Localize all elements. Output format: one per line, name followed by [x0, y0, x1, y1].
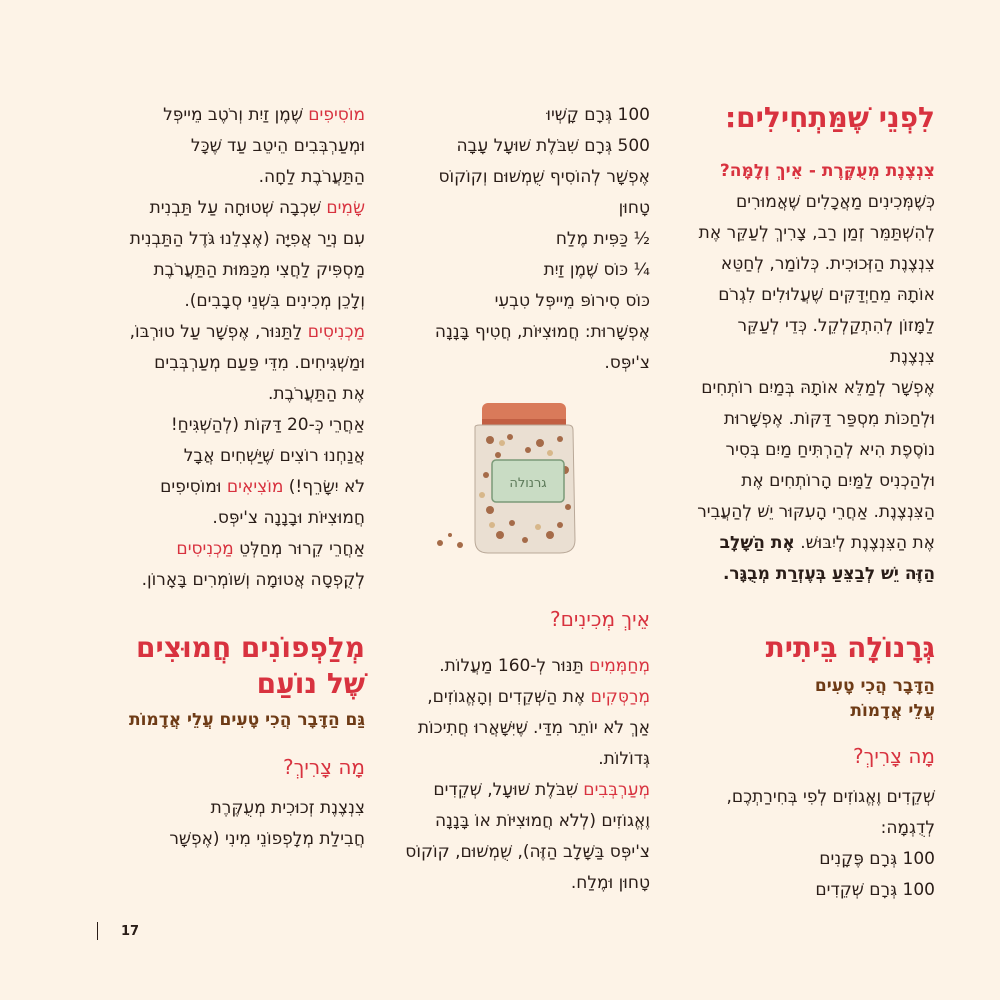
footer-divider	[97, 922, 98, 940]
step-line: לֹא יִשָּׂרֵף!) מוֹצִיאִים וּמוֹסִיפִים	[160, 477, 365, 497]
step-line: אֶת הַתַּעֲרֹבֶת.	[267, 384, 365, 404]
what-needed-heading: מָה צָרִיךְ?	[853, 744, 935, 768]
step-line: חֲמוּצִיּוֹת וּבָנָנָה צ'יפְּס.	[212, 508, 365, 528]
section-heading: לִפְנֵי שֶׁמַּתְחִילִים:	[724, 101, 935, 134]
ingredient-item: צִנְצֶנֶת זְכוּכִית מְעֻקֶּרֶת	[210, 798, 365, 818]
recipe-subtitle: גַּם הַדָּבָר הֲכִי טָעִים עֲלֵי אֲדָמוֹת	[128, 710, 365, 730]
middle-column-howto	[395, 605, 650, 899]
ingredient-item: אֶפְשָׁר לְהוֹסִיף שֻׁמְשׁוּם וְקוֹקוֹס	[438, 167, 650, 187]
step-line: הַתַּעֲרֹבֶת לַחָה.	[258, 167, 365, 187]
jar-label: גרנולה	[509, 476, 547, 491]
step-line: מְחַמְּמִים תַּנּוּר לְ-160 מַעֲלוֹת.	[439, 656, 650, 676]
step-line: גְּדוֹלוֹת.	[598, 749, 650, 769]
step-line: אַךְ לֹא יוֹתֵר מִדַּי. שֶׁיִּשָּׁאֲרוּ חֲתִיכוֹת	[417, 718, 650, 738]
step-line: שָׂמִים שִׁכְבָה שְׁטוּחָה עַל תַּבְנִית	[149, 198, 365, 218]
step-line: אֲנַחְנוּ רוֹצִים שֶׁיַּשְׁחִים אֲבָל	[183, 446, 365, 466]
step-line: מְרַסְּקִים אֶת הַשְּׁקֵדִים וְהָאֱגוֹזִים,	[427, 687, 650, 707]
ingredient-item: צ'יפְּס.	[604, 353, 650, 373]
ingredient-item: אֶפְשָׁרוּת: חֲמוּצִיּוֹת, חֲטִיף בָּנָנָה	[434, 322, 650, 342]
step-line: לְקֻפְסָה אֲטוּמָה וְשׁוֹמְרִים בָּאָרוֹן.	[141, 570, 365, 590]
step-line: מַסְפִּיק לַחֲצִי מִכַּמּוּת הַתַּעֲרֹבֶת	[153, 260, 365, 280]
left-column: מוֹסִיפִים שֶׁמֶן זַיִת וְרֹטֶב מֵייפְּל וּמְעַרְבְּבִים הֵיטֵב עַד שֶׁכָּל הַתַּעֲרֹבֶת לַחָה. שָׂמִים שִׁכְבָה שְׁטוּחָה עַל תַּבְנִית עִם נְיַר אֲפִיָּה (אֶצְלֵנוּ גֹּדֶל הַתַּבְנִית מַסְפִּיק לַחֲצִי מִכַּמּוּת הַתַּעֲרֹבֶת וְלָכֵן מְכִינִים בִּשְׁנֵי סְבָבִים). מַכְנִיסִים לַתַּנּוּר, אֶפְשָׁר עַל טוּרְבּוֹ, וּמַשְׁגִּיחִים. מִדֵּי פַּעַם מְעַרְבְּבִים אֶת הַתַּעֲרֹבֶת. אַחֲרֵי כְּ-20 דַּקּוֹת (לְהַשְׁגִּיחַ! אֲנַחְנוּ רוֹצִים שֶׁיַּשְׁחִים אֲבָל לֹא יִשָּׂרֵף!) מוֹצִיאִים וּמוֹסִיפִים חֲמוּצִיּוֹת וּבָנָנָה צ'יפְּס. אַחֲרֵי קֵרוּר מְחַלְּטֵ מַכְנִיסִים לְקֻפְסָה אֲטוּמָה וְשׁוֹמְרִים בָּאָרוֹן. מְלַפְפוֹנִים חֲמוּצִים שֶׁל נוֹעַם גַּם הַדָּבָר הֲכִי טָעִים עֲלֵי אֲדָמוֹת מָה צָרִיךְ? צִנְצֶנֶת זְכוּכִית מְעֻקֶּרֶת חֲבִילַת מְלָפְפוֹנֵי מִינִי (אֶפְשָׁר	[100, 100, 365, 855]
ingredient-item: ½ כַּפִּית מֶלַח	[555, 229, 650, 249]
what-needed-heading: מָה צָרִיךְ?	[283, 755, 365, 779]
step-line: וּמַשְׁגִּיחִים. מִדֵּי פַּעַם מְעַרְבְּבִים	[154, 353, 365, 373]
ingredient-item: טָחוּן	[618, 198, 650, 218]
step-line: צ'יפְּס בַּשָּׁלָב הַזֶּה), שֻׁמְשׁוּם, קוֹקוֹס	[405, 842, 650, 862]
ingredient-item: כּוֹס סִירוֹפּ מֵייפְּל טִבְעִי	[494, 291, 650, 311]
step-line: אַחֲרֵי קֵרוּר מְחַלְּטֵ מַכְנִיסִים	[176, 539, 365, 559]
ingredients-intro: שְׁקֵדִים וֶאֱגוֹזִים לְפִי בְּחִירַתְכֶם,	[726, 787, 935, 807]
recipe-subtitle: הַדָּבָר הֲכִי טָעִים	[814, 676, 935, 696]
ingredient-item: 100 גְּרָם פֶּקָנִים	[819, 849, 935, 869]
step-line: וּמְעַרְבְּבִים הֵיטֵב עַד שֶׁכָּל	[190, 136, 365, 156]
step-line: טָחוּן וּמֶלַח.	[570, 873, 650, 893]
page-number: 17	[121, 924, 140, 939]
step-line: מוֹסִיפִים שֶׁמֶן זַיִת וְרֹטֶב מֵייפְּל	[163, 105, 365, 125]
step-line: וֶאֱגוֹזִים (לְלֹא חֲמוּצִיּוֹת אוֹ בָּנָנָה	[434, 811, 650, 831]
step-line: עִם נְיַר אֲפִיָּה (אֶצְלֵנוּ גֹּדֶל הַתַּבְנִית	[129, 229, 365, 249]
middle-column	[395, 100, 650, 379]
ingredient-item: 100 גְּרָם שְׁקֵדִים	[815, 880, 935, 900]
ingredient-item: חֲבִילַת מְלָפְפוֹנֵי מִינִי (אֶפְשָׁר	[169, 829, 365, 849]
recipe-title: גְּרָנוֹלָה בֵּיתִית	[765, 631, 935, 664]
how-to-heading: אֵיךְ מְכִינִים?	[550, 607, 650, 631]
step-line: מַכְנִיסִים לַתַּנּוּר, אֶפְשָׁר עַל טוּרְבּוֹ,	[129, 322, 365, 342]
ingredient-item: 100 גְּרָם קָשְׁיוּ	[546, 105, 650, 125]
ingredient-item: ¼ כּוֹס שֶׁמֶן זַיִת	[543, 260, 650, 280]
granola-jar-illustration	[420, 395, 590, 565]
ingredient-item: 500 גְּרָם שִׁבֹּלֶת שׁוּעָל עָבָה	[456, 136, 650, 156]
recipe-title: מְלַפְפוֹנִים חֲמוּצִים	[136, 631, 365, 664]
sub-heading: צִנְצֶנֶת מְעֻקֶּרֶת - אֵיךְ וְלָמָּה?	[719, 161, 935, 181]
step-line: אַחֲרֵי כְּ-20 דַּקּוֹת (לְהַשְׁגִּיחַ!	[170, 415, 365, 435]
intro-paragraph: כְּשֶׁמְּכִינִים מַאֲכָלִים שֶׁאֲמוּרִים לְהִשְׁתַּמֵּר זְמַן רַב, צָרִיךְ לְעַקֵּר אֶת צִנְצֶנֶת הַזְּכוּכִית. כְּלוֹמַר, לְחַטֵּא אוֹתָהּ מֵחַיְדַּקִּים שֶׁעֲלוּלִים לִגְרֹם לַמָּזוֹן לְהִתְקַלְקֵל. כְּדֵי לְעַקֵּר צִנְצֶנֶת אֶפְשָׁר לְמַלֵּא אוֹתָהּ בְּמַיִם רוֹתְחִים וּלְחַכּוֹת מִסְפַּר דַּקּוֹת. אֶפְשָׁרוּת נוֹסֶפֶת הִיא לְהַרְתִּיחַ מַיִם בְּסִיר וּלְהַכְנִיס לַמַּיִם הָרוֹתְחִים אֶת הַצִּנְצֶנֶת. אַחֲרֵי הָעִקּוּר יֵשׁ לְהַעֲבִיר אֶת הַצִּנְצֶנֶת לְיִבּוּשׁ. אֶת הַשָּׁלָב הַזֶּה יֵשׁ לְבַצֵּעַ בְּעֶזְרַת מְבֻגָּר.	[697, 192, 935, 584]
right-column: לִפְנֵי שֶׁמַּתְחִילִים: צִנְצֶנֶת מְעֻקֶּרֶת - אֵיךְ וְלָמָּה? כְּשֶׁמְּכִינִים מַאֲכָלִים שֶׁאֲמוּרִים לְהִשְׁתַּמֵּר זְמַן רַב, צָרִיךְ לְעַקֵּר אֶת צִנְצֶנֶת הַזְּכוּכִית. כְּלוֹמַר, לְחַטֵּא אוֹתָהּ מֵחַיְדַּקִּים שֶׁעֲלוּלִים לִגְרֹם לַמָּזוֹן לְהִתְקַלְקֵל. כְּדֵי לְעַקֵּר צִנְצֶנֶת אֶפְשָׁר לְמַלֵּא אוֹתָהּ בְּמַיִם רוֹתְחִים וּלְחַכּוֹת מִסְפַּר דַּקּוֹת. אֶפְשָׁרוּת נוֹסֶפֶת הִיא לְהַרְתִּיחַ מַיִם בְּסִיר וּלְהַכְנִיס לַמַּיִם הָרוֹתְחִים אֶת הַצִּנְצֶנֶת. אַחֲרֵי הָעִקּוּר יֵשׁ לְהַעֲבִיר אֶת הַצִּנְצֶנֶת לְיִבּוּשׁ. אֶת הַשָּׁלָב הַזֶּה יֵשׁ לְבַצֵּעַ בְּעֶזְרַת מְבֻגָּר. גְּרָנוֹלָה בֵּיתִית הַדָּבָר הֲכִי טָעִים עֲלֵי אֲדָמוֹת מָה צָרִיךְ? שְׁקֵדִים וֶאֱגוֹזִים לְפִי בְּחִירַתְכֶם, לְדֻגְמָה: 100 גְּרָם פֶּקָנִים 100 גְּרָם שְׁקֵדִים	[690, 100, 935, 906]
step-line: וְלָכֵן מְכִינִים בִּשְׁנֵי סְבָבִים).	[184, 291, 365, 311]
step-line: מְעַרְבְּבִים שִׁבֹּלֶת שׁוּעָל, שְׁקֵדִים	[433, 780, 650, 800]
